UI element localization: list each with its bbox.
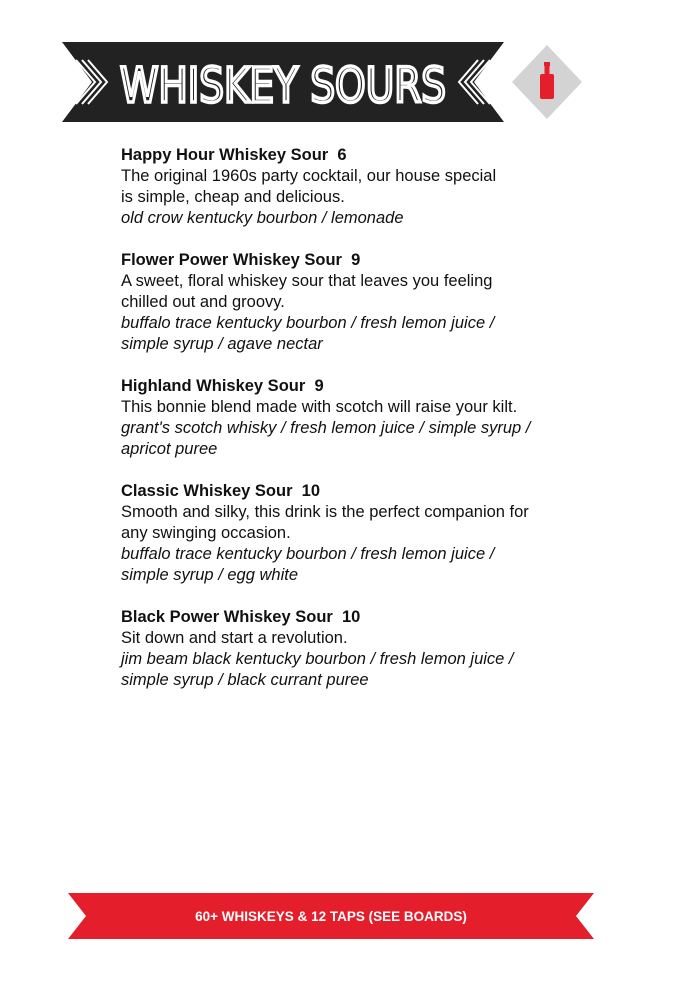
menu-item	[121, 250, 581, 355]
item-description: A sweet, floral whiskey sour that leaves you feeling chilled out and groovy.	[121, 272, 493, 311]
item-description: The original 1960s party cocktail, our house special is simple, cheap and delicious.	[121, 167, 497, 206]
item-name: Black Power Whiskey Sour	[121, 608, 333, 626]
item-description: Smooth and silky, this drink is the perfect companion for any swinging occasion.	[121, 503, 529, 542]
item-description: Sit down and start a revolution.	[121, 629, 348, 647]
item-price: 10	[301, 482, 321, 500]
item-ingredients: old crow kentucky bourbon / lemonade	[121, 209, 404, 227]
item-title	[121, 481, 581, 502]
menu-item	[121, 145, 581, 229]
item-title	[121, 607, 581, 628]
menu-list	[121, 145, 581, 712]
item-title	[121, 250, 581, 271]
item-ingredients: buffalo trace kentucky bourbon / fresh lemon juice / simple syrup / egg white	[121, 545, 495, 584]
item-title	[121, 376, 581, 397]
item-name: Highland Whiskey Sour	[121, 377, 306, 395]
item-title	[121, 145, 581, 166]
item-price: 9	[351, 251, 361, 269]
footer-banner	[68, 893, 594, 939]
item-price: 10	[342, 608, 361, 626]
item-name: Classic Whiskey Sour	[121, 482, 293, 500]
page-title: WHISKEY SOURS	[120, 58, 446, 114]
item-ingredients: buffalo trace kentucky bourbon / fresh lemon juice / simple syrup / agave nectar	[121, 314, 495, 353]
menu-item	[121, 607, 581, 691]
item-name: Flower Power Whiskey Sour	[121, 251, 342, 269]
menu-item	[121, 481, 581, 586]
item-name: Happy Hour Whiskey Sour	[121, 146, 329, 164]
item-price: 9	[314, 377, 324, 395]
item-ingredients: grant's scotch whisky / fresh lemon juice / simple syrup / apricot puree	[121, 419, 531, 458]
item-description: This bonnie blend made with scotch will raise your kilt.	[121, 398, 518, 416]
item-price: 6	[337, 146, 347, 164]
footer-text: 60+ WHISKEYS & 12 TAPS (SEE BOARDS)	[195, 909, 467, 924]
menu-item	[121, 376, 581, 460]
item-ingredients: jim beam black kentucky bourbon / fresh lemon juice / simple syrup / black currant puree	[121, 650, 514, 689]
title-banner	[62, 42, 504, 122]
bottle-badge	[509, 42, 585, 122]
